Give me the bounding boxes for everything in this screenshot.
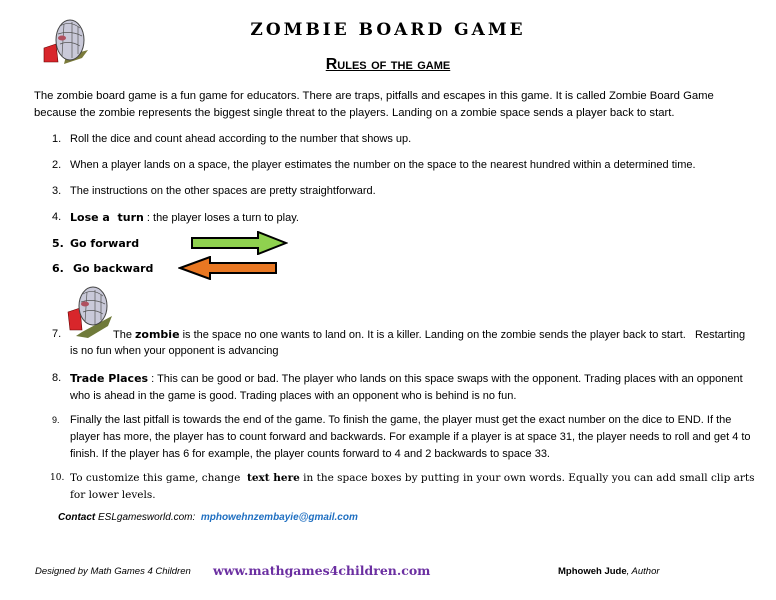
contact-label: Contact [58,512,96,523]
rule-number: 10. [50,473,65,483]
author-role: , Author [626,566,660,577]
rule-text: in the space boxes by putting in your own words. Equally you can add small clip arts for lower levels. [70,472,755,501]
rule-text: The instructions on the other spaces are pretty straightforward. [70,185,376,197]
zombie-head-icon [66,286,114,338]
rule-number: 5. [52,237,64,250]
rule-keyword: text here [247,472,300,484]
rule-keyword: Go forward [70,237,140,250]
rule-text: Finally the last pitfall is towards the end of the game. To finish the game, the player must get the exact number on the dice to END. If the player has more, the player has to count forward and backwards. For example if a player is at space 31, the player needs to roll and get 4 to finish. If the player has 6 for example, the player counts forward to 4 and 2 backwards to space 33. [70,414,751,460]
rule-text-continued: is no fun when your opponent is advancing [70,345,279,357]
rule-text-prefix: The [113,329,136,341]
rule-number: 3. [52,185,62,197]
page-title: ZOMBIE BOARD GAME [250,20,526,40]
rule-keyword: Trade Places [70,372,149,385]
contact-email-link[interactable]: mphowehnzembayie@gmail.com [200,512,358,523]
contact-line [58,512,358,523]
rule-text: is the space no one wants to land on. It is a killer. Landing on the zombie sends the player back to start. Restarting [179,329,746,341]
rule-keyword: Lose a turn [70,211,144,224]
author-credit [558,566,660,577]
rule-number: 7. [52,328,62,340]
website-link[interactable]: www.mathgames4children.com [213,563,431,578]
rule-number: 6. [52,262,64,275]
rule-text: Roll the dice and count ahead according to the number that shows up. [70,133,412,145]
orange-left-arrow-icon [178,256,278,285]
rule-text: When a player lands on a space, the player estimates the number on the space to the nearest hundred within a determined time. [70,159,696,171]
rule-number: 1. [52,133,62,145]
rule-text: : the player loses a turn to play. [143,212,299,224]
rule-number: 2. [52,159,62,171]
contact-site: ESLgamesworld.com: [95,512,201,523]
intro-paragraph: The zombie board game is a fun game for educators. There are traps, pitfalls and escapes in this game. It is called Zombie Board Game because the zombie represents the biggest single threat to the players. Landing on a zombie space sends a player back to start. [34,90,714,119]
author-name: Mphoweh Jude [558,566,627,577]
rule-text: : This can be good or bad. The player who lands on this space swaps with the opponent. Trading places with an opponent who is ahead in the game is good. Trading places with an opponent who is behind is no fun. [70,373,743,402]
rule-text-prefix: To customize this game, change [70,472,247,484]
rule-keyword: zombie [135,328,180,341]
rule-number: 4. [52,211,62,223]
rule-number: 8. [52,372,62,384]
rule-number: 9. [52,415,60,425]
designed-by-text: Designed by Math Games 4 Children [35,566,191,577]
rule-keyword: Go backward [73,262,154,275]
page-subtitle: Rules of the game [325,56,451,73]
